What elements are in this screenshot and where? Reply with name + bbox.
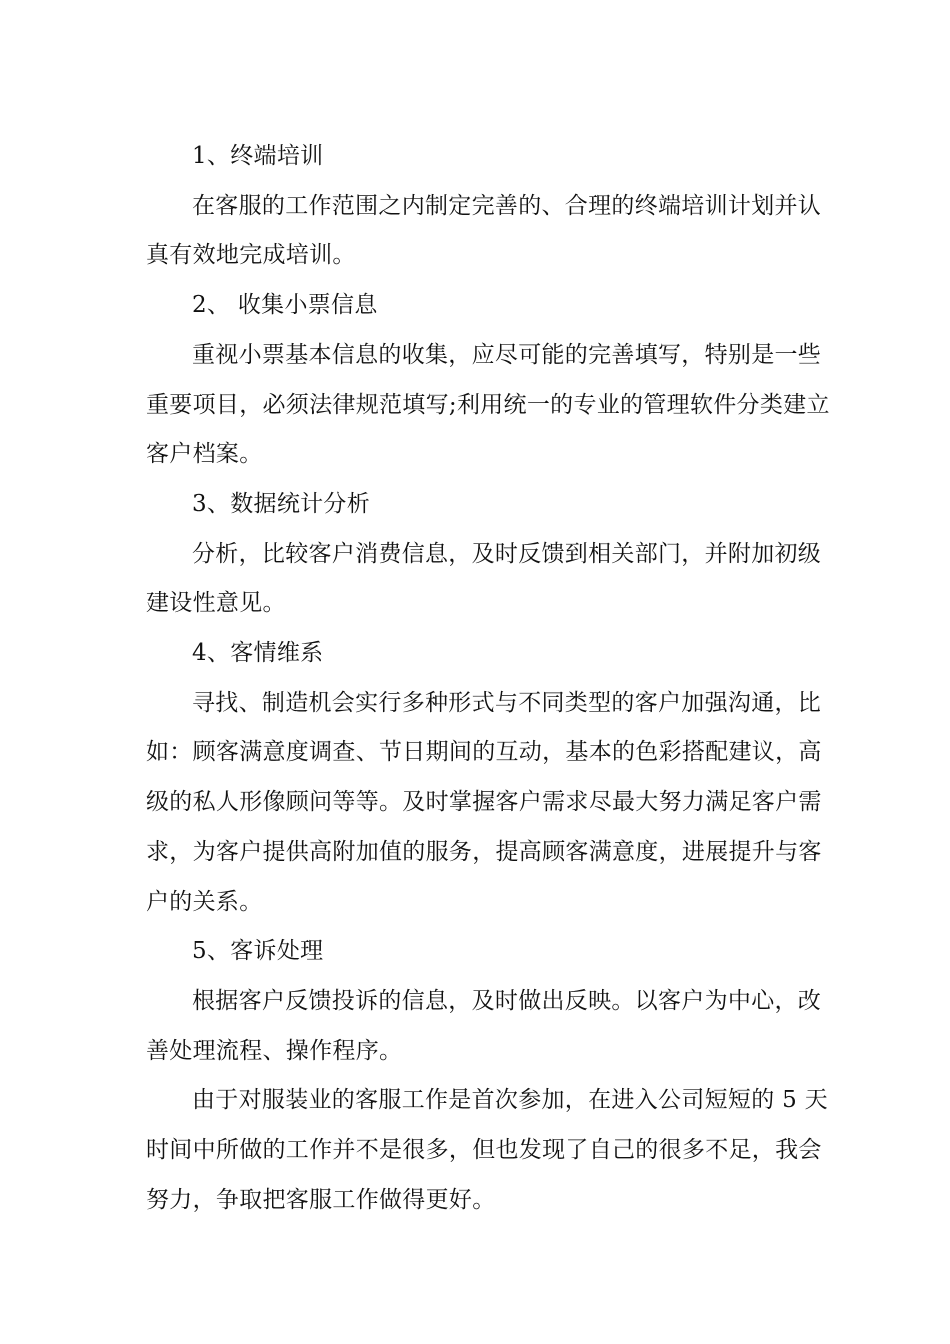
paragraph-line: 如：顾客满意度调查、节日期间的互动，基本的色彩搭配建议，高: [146, 739, 822, 766]
paragraph-line: 由于对服装业的客服工作是首次参加，在进入公司短短的 5 天: [192, 1087, 828, 1114]
paragraph-line: 寻找、制造机会实行多种形式与不同类型的客户加强沟通，比: [192, 689, 822, 716]
paragraph-line: 真有效地完成培训。: [146, 242, 356, 269]
paragraph-line: 根据客户反馈投诉的信息，及时做出反映。以客户为中心，改: [192, 987, 822, 1014]
section-heading-data-analysis: 3、数据统计分析: [192, 490, 371, 517]
paragraph-line: 善处理流程、操作程序。: [146, 1037, 403, 1064]
paragraph-line: 客户档案。: [146, 441, 263, 468]
paragraph-line: 努力，争取把客服工作做得更好。: [146, 1186, 496, 1213]
section-heading-receipt-info: 2、 收集小票信息: [192, 292, 378, 319]
paragraph-line: 分析，比较客户消费信息，及时反馈到相关部门，并附加初级: [192, 540, 822, 567]
paragraph-line: 重视小票基本信息的收集，应尽可能的完善填写，特别是一些: [192, 341, 822, 368]
paragraph-line: 在客服的工作范围之内制定完善的、合理的终端培训计划并认: [192, 192, 822, 219]
section-heading-customer-relations: 4、客情维系: [192, 640, 324, 667]
paragraph-line: 时间中所做的工作并不是很多，但也发现了自己的很多不足，我会: [146, 1137, 822, 1164]
paragraph-line: 求，为客户提供高附加值的服务，提高顾客满意度，进展提升与客: [146, 838, 822, 865]
paragraph-line: 建设性意见。: [146, 590, 286, 617]
paragraph-line: 重要项目，必须法律规范填写;利用统一的专业的管理软件分类建立: [146, 391, 830, 418]
document-body: [146, 132, 830, 1225]
paragraph-line: 级的私人形像顾问等等。及时掌握客户需求尽最大努力满足客户需: [146, 789, 822, 816]
paragraph-line: 户的关系。: [146, 888, 263, 915]
section-heading-terminal-training: 1、终端培训: [192, 143, 324, 169]
section-heading-complaint-handling: 5、客诉处理: [192, 938, 324, 965]
